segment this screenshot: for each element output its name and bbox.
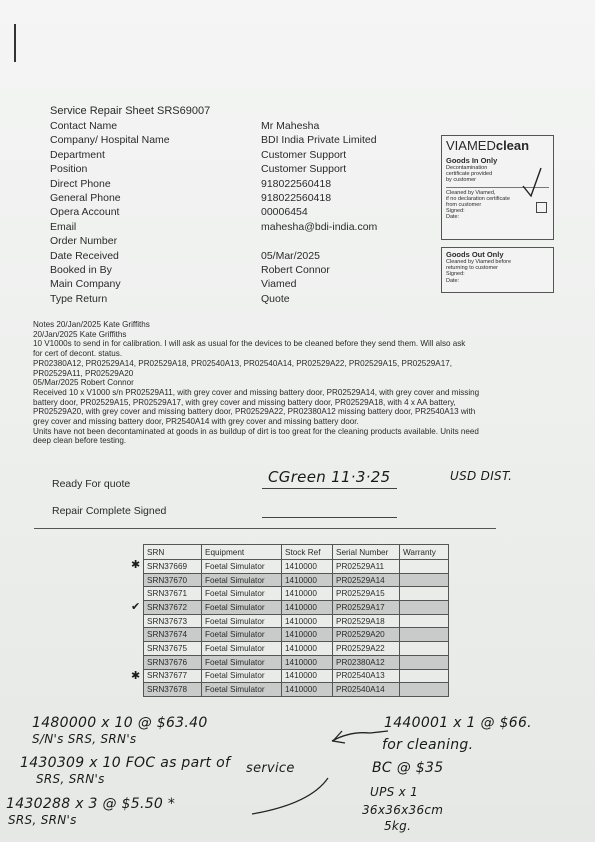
goods-in-heading: Goods In Only bbox=[446, 156, 498, 165]
handwritten-note: USD DIST. bbox=[450, 469, 513, 483]
signature-line bbox=[262, 488, 397, 489]
note-line: 20/Jan/2025 Kate Griffiths bbox=[33, 329, 127, 339]
table-cell-warranty bbox=[400, 614, 449, 628]
table-cell-srn: SRN37674 bbox=[144, 628, 202, 642]
table-cell-stock: 1410000 bbox=[282, 655, 333, 669]
info-label: General Phone bbox=[50, 192, 121, 205]
note-line: Received 10 x V1000 s/n PR02529A11, with grey cover and missing battery door, PR02529A14, with grey cover and missing bbox=[33, 387, 480, 397]
table-cell-srn: SRN37673 bbox=[144, 614, 202, 628]
column-header: SRN bbox=[144, 545, 202, 560]
stamp-text: certificate provided bbox=[446, 171, 493, 178]
table-cell-stock: 1410000 bbox=[282, 560, 333, 574]
column-header: Warranty bbox=[400, 545, 449, 560]
table-cell-srn: SRN37671 bbox=[144, 587, 202, 601]
info-row bbox=[50, 277, 421, 291]
table-cell-warranty bbox=[400, 642, 449, 656]
note-line: 05/Mar/2025 Robert Connor bbox=[33, 378, 134, 388]
info-value: Mr Mahesha bbox=[261, 120, 320, 132]
info-row bbox=[50, 205, 421, 219]
info-label: Direct Phone bbox=[50, 177, 111, 190]
stamp-text: returning to customer bbox=[446, 265, 498, 272]
table-cell-equipment: Foetal Simulator bbox=[202, 601, 282, 615]
row-mark-icon: ✔ bbox=[131, 599, 141, 613]
info-label: Email bbox=[50, 220, 77, 233]
sheet-title: Service Repair Sheet SRS69007 bbox=[50, 105, 211, 117]
signature-line bbox=[262, 517, 397, 518]
table-cell-warranty bbox=[400, 655, 449, 669]
table-cell-equipment: Foetal Simulator bbox=[202, 655, 282, 669]
table-cell-warranty bbox=[400, 628, 449, 642]
info-row bbox=[50, 162, 421, 176]
table-row bbox=[144, 628, 449, 642]
table-row bbox=[144, 683, 449, 697]
table-cell-srn: SRN37669 bbox=[144, 560, 202, 574]
note-line: battery door, PR02529A15, PR02529A17, with grey cover and missing battery door, PR02529A18, with 4 x AA battery, bbox=[33, 397, 456, 407]
info-label: Position bbox=[50, 163, 88, 176]
note-line: PR02380A12, PR02529A14, PR02529A18, PR02540A13, PR02540A14, PR02529A22, PR02529A15, PR02529A17, bbox=[33, 358, 452, 368]
table-cell-stock: 1410000 bbox=[282, 573, 333, 587]
handwritten-note: 1430309 x 10 FOC as part of bbox=[20, 755, 231, 771]
info-row bbox=[50, 220, 421, 234]
stamp-text: if no declaration certificate bbox=[446, 195, 510, 202]
info-value: Customer Support bbox=[261, 163, 347, 176]
stamp-date: Date: bbox=[446, 214, 460, 221]
table-cell-serial: PR02380A12 bbox=[333, 655, 400, 669]
info-value: 00006454 bbox=[261, 206, 308, 219]
info-row bbox=[50, 119, 421, 133]
table-row bbox=[144, 642, 449, 656]
info-label: Date Received bbox=[50, 249, 119, 262]
checkmark-icon bbox=[521, 166, 545, 200]
notes-block bbox=[33, 320, 573, 446]
info-value: 918022560418 bbox=[261, 192, 332, 205]
table-cell-serial: PR02529A22 bbox=[333, 642, 400, 656]
handwritten-note: BC @ $35 bbox=[372, 760, 444, 776]
info-row bbox=[50, 263, 421, 277]
table-cell-equipment: Foetal Simulator bbox=[202, 683, 282, 697]
table-cell-warranty bbox=[400, 669, 449, 683]
table-cell-serial: PR02529A18 bbox=[333, 614, 400, 628]
handwritten-note: 1430288 x 3 @ $5.50 * bbox=[6, 796, 176, 812]
info-value bbox=[261, 234, 421, 248]
handwritten-note: S/N's SRS, SRN's bbox=[32, 732, 137, 746]
goods-in-stamp bbox=[441, 135, 554, 240]
table-cell-equipment: Foetal Simulator bbox=[202, 560, 282, 574]
info-row bbox=[50, 177, 421, 191]
info-label: Booked in By bbox=[50, 264, 112, 277]
info-label: Company/ Hospital Name bbox=[50, 134, 170, 147]
handwritten-note: 1440001 x 1 @ $66. bbox=[384, 715, 532, 731]
table-cell-equipment: Foetal Simulator bbox=[202, 628, 282, 642]
note-line: for cert of decont. status. bbox=[33, 349, 123, 359]
info-row bbox=[50, 292, 421, 306]
arrow-icon bbox=[330, 723, 390, 747]
checkbox-icon bbox=[536, 202, 547, 213]
stamp-text: Decontamination bbox=[446, 165, 488, 171]
table-cell-warranty bbox=[400, 601, 449, 615]
handwritten-note: SRS, SRN's bbox=[36, 772, 105, 786]
handwritten-note: 5kg. bbox=[384, 819, 412, 833]
table-cell-stock: 1410000 bbox=[282, 587, 333, 601]
info-value: Robert Connor bbox=[261, 264, 330, 277]
table-cell-warranty bbox=[400, 573, 449, 587]
table-cell-warranty bbox=[400, 560, 449, 574]
table-cell-stock: 1410000 bbox=[282, 669, 333, 683]
table-cell-equipment: Foetal Simulator bbox=[202, 587, 282, 601]
info-row bbox=[50, 249, 421, 263]
table-cell-equipment: Foetal Simulator bbox=[202, 614, 282, 628]
info-label: Main Company bbox=[50, 278, 121, 291]
column-header: Equipment bbox=[202, 545, 282, 560]
table-cell-equipment: Foetal Simulator bbox=[202, 669, 282, 683]
goods-out-stamp bbox=[441, 247, 554, 293]
table-cell-serial: PR02529A11 bbox=[333, 560, 400, 574]
table-cell-stock: 1410000 bbox=[282, 683, 333, 697]
info-value: BDI India Private Limited bbox=[261, 134, 377, 147]
stamp-text: from customer bbox=[446, 202, 482, 209]
viamed-clean-logo: VIAMEDclean bbox=[446, 138, 530, 153]
info-value: Quote bbox=[261, 292, 290, 305]
table-cell-serial: PR02529A15 bbox=[333, 587, 400, 601]
row-mark-icon: ✱ bbox=[131, 669, 141, 683]
table-cell-stock: 1410000 bbox=[282, 614, 333, 628]
contact-info-block bbox=[50, 119, 421, 306]
row-mark-icon: ✱ bbox=[131, 558, 141, 571]
note-line: PR02529A20, with grey cover and missing battery door, PR02529A22, PR02380A12 missing battery door, PR2540A13 with bbox=[33, 407, 476, 417]
table-cell-srn: SRN37675 bbox=[144, 642, 202, 656]
ready-for-quote-label: Ready For quote bbox=[52, 478, 131, 490]
table-row bbox=[144, 669, 449, 683]
info-value: 05/Mar/2025 bbox=[261, 249, 320, 262]
table-cell-serial: PR02529A14 bbox=[333, 573, 400, 587]
handwritten-note: SRS, SRN's bbox=[8, 813, 77, 827]
stamp-signed: Signed: bbox=[446, 271, 465, 278]
note-line: grey cover and missing battery door, PR2540A14 with grey cover and missing battery door. bbox=[33, 417, 359, 427]
info-value: Customer Support bbox=[261, 148, 347, 161]
ready-signature: CGreen 11·3·25 bbox=[268, 468, 391, 486]
handwritten-note: 1480000 x 10 @ $63.40 bbox=[32, 715, 208, 731]
table-header-row bbox=[144, 545, 449, 560]
note-line: Units have not been decontaminated at goods in as buildup of dirt is too great for the cleaning products available. Units need bbox=[33, 426, 479, 436]
table-cell-stock: 1410000 bbox=[282, 642, 333, 656]
info-row bbox=[50, 234, 421, 248]
info-label: Department bbox=[50, 148, 105, 161]
table-cell-serial: PR02540A13 bbox=[333, 669, 400, 683]
note-line: 10 V1000s to send in for calibration. I will ask as usual for the devices to be cleaned before they send them. Will also ask bbox=[33, 339, 466, 349]
table-row bbox=[144, 614, 449, 628]
info-value: Viamed bbox=[261, 278, 297, 291]
table-cell-serial: PR02540A14 bbox=[333, 683, 400, 697]
stamp-text: by customer bbox=[446, 177, 476, 184]
table-cell-srn: SRN37676 bbox=[144, 655, 202, 669]
stamp-text: Cleaned by Viamed, bbox=[446, 189, 496, 196]
table-cell-srn: SRN37672 bbox=[144, 601, 202, 615]
info-value: mahesha@bdi-india.com bbox=[261, 220, 378, 233]
table-cell-srn: SRN37670 bbox=[144, 573, 202, 587]
table-cell-warranty bbox=[400, 683, 449, 697]
table-cell-serial: PR02529A20 bbox=[333, 628, 400, 642]
table-cell-stock: 1410000 bbox=[282, 628, 333, 642]
table-cell-warranty bbox=[400, 587, 449, 601]
table-row bbox=[144, 655, 449, 669]
info-label: Opera Account bbox=[50, 206, 120, 219]
info-label: Order Number bbox=[50, 235, 118, 248]
info-row bbox=[50, 148, 421, 162]
info-row bbox=[50, 133, 421, 147]
table-row bbox=[144, 587, 449, 601]
equipment-table bbox=[143, 544, 449, 697]
note-line: deep clean before testing. bbox=[33, 436, 127, 446]
stamp-date: Date: bbox=[446, 277, 460, 284]
table-row bbox=[144, 560, 449, 574]
pen-mark bbox=[14, 24, 16, 62]
column-header: Stock Ref bbox=[282, 545, 333, 560]
info-value: 918022560418 bbox=[261, 177, 332, 190]
column-header: Serial Number bbox=[333, 545, 400, 560]
handwritten-note: UPS x 1 bbox=[370, 785, 419, 799]
info-label: Contact Name bbox=[50, 120, 118, 132]
table-cell-srn: SRN37677 bbox=[144, 669, 202, 683]
stamp-signed: Signed: bbox=[446, 208, 465, 215]
pen-stroke bbox=[250, 776, 330, 816]
table-cell-stock: 1410000 bbox=[282, 601, 333, 615]
handwritten-note: 36x36x36cm bbox=[362, 803, 444, 817]
stamp-text: Cleaned by Viamed before bbox=[446, 259, 512, 265]
info-row bbox=[50, 191, 421, 205]
divider bbox=[34, 528, 496, 529]
goods-out-heading: Goods Out Only bbox=[446, 250, 504, 259]
table-cell-equipment: Foetal Simulator bbox=[202, 642, 282, 656]
table-row bbox=[144, 601, 449, 615]
handwritten-note: for cleaning. bbox=[382, 737, 474, 753]
table-cell-serial: PR02529A17 bbox=[333, 601, 400, 615]
info-label: Type Return bbox=[50, 292, 108, 305]
repair-complete-label: Repair Complete Signed bbox=[52, 505, 167, 517]
table-cell-equipment: Foetal Simulator bbox=[202, 573, 282, 587]
table-row bbox=[144, 573, 449, 587]
note-line: PR02529A11, PR02529A20 bbox=[33, 368, 134, 378]
table-cell-srn: SRN37678 bbox=[144, 683, 202, 697]
handwritten-note: service bbox=[246, 761, 295, 776]
note-line: Notes 20/Jan/2025 Kate Griffiths bbox=[33, 320, 150, 329]
